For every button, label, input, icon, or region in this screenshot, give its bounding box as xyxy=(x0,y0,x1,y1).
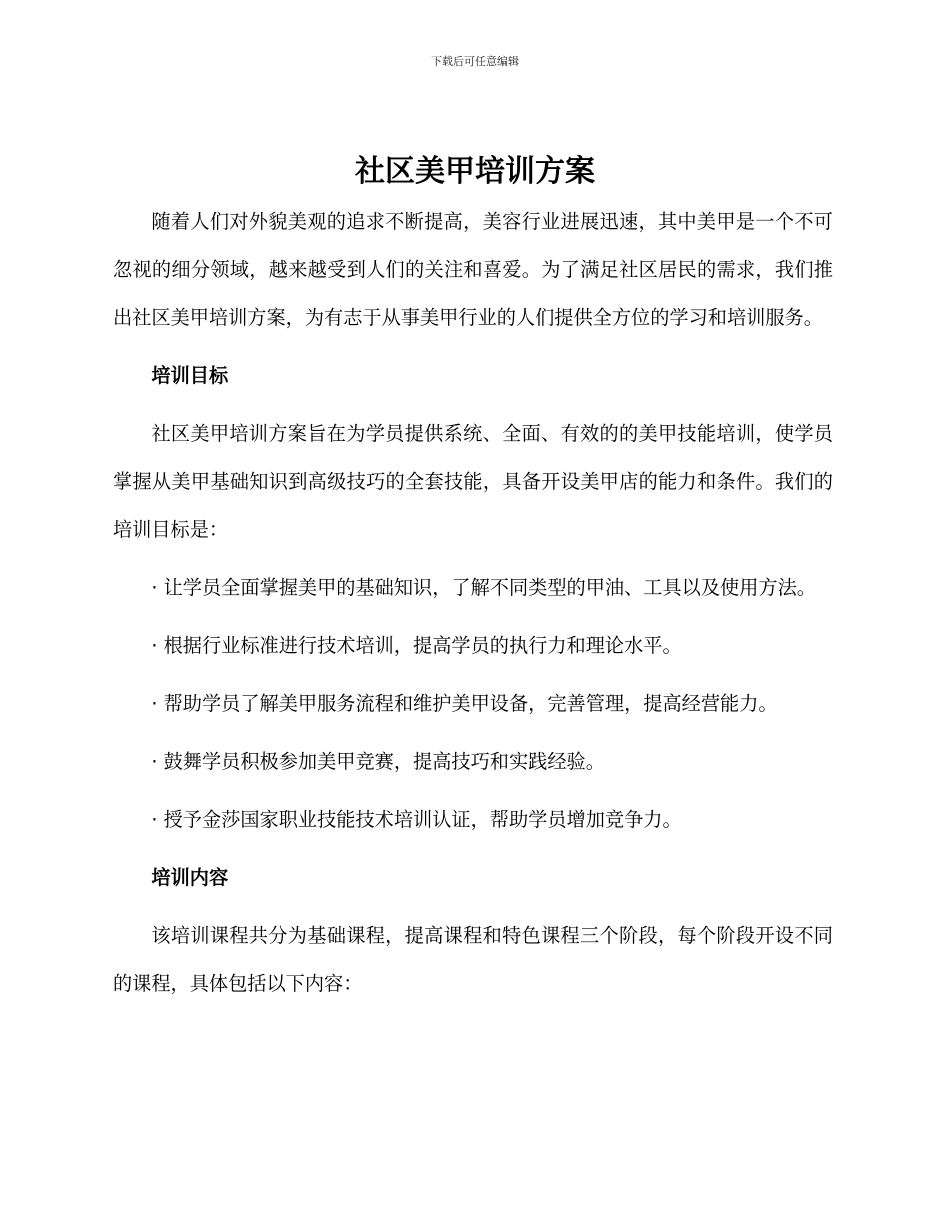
goal-bullet-item: · 让学员全面掌握美甲的基础知识，了解不同类型的甲油、工具以及使用方法。 xyxy=(151,576,816,599)
document-body xyxy=(113,198,833,1018)
section-heading-content: 培训内容 xyxy=(151,866,229,889)
intro-paragraph: 随着人们对外貌美观的追求不断提高，美容行业进展迅速，其中美甲是一个不可忽视的细分领域，越来越受到人们的关注和喜爱。为了满足社区居民的需求，我们推出社区美甲培训方案，为有志于从事美甲行业的人们提供全方位的学习和培训服务。 xyxy=(113,210,833,329)
content-paragraph: 该培训课程共分为基础课程，提高课程和特色课程三个阶段，每个阶段开设不同的课程，具体包括以下内容： xyxy=(113,924,833,995)
page-header-note: 下载后可任意编辑 xyxy=(431,55,519,68)
goal-bullet-item: · 鼓舞学员积极参加美甲竞赛，提高技巧和实践经验。 xyxy=(151,750,605,773)
goal-bullet-item: · 帮助学员了解美甲服务流程和维护美甲设备，完善管理，提高经营能力。 xyxy=(151,692,778,715)
goal-bullet-item: · 授予金莎国家职业技能技术培训认证，帮助学员增加竞争力。 xyxy=(151,808,682,831)
goal-bullet-item: · 根据行业标准进行技术培训，提高学员的执行力和理论水平。 xyxy=(151,634,682,657)
section-heading-goals: 培训目标 xyxy=(151,364,229,387)
goals-paragraph: 社区美甲培训方案旨在为学员提供系统、全面、有效的的美甲技能培训，使学员掌握从美甲基础知识到高级技巧的全套技能，具备开设美甲店的能力和条件。我们的培训目标是： xyxy=(113,422,833,541)
document-title: 社区美甲培训方案 xyxy=(355,154,595,189)
